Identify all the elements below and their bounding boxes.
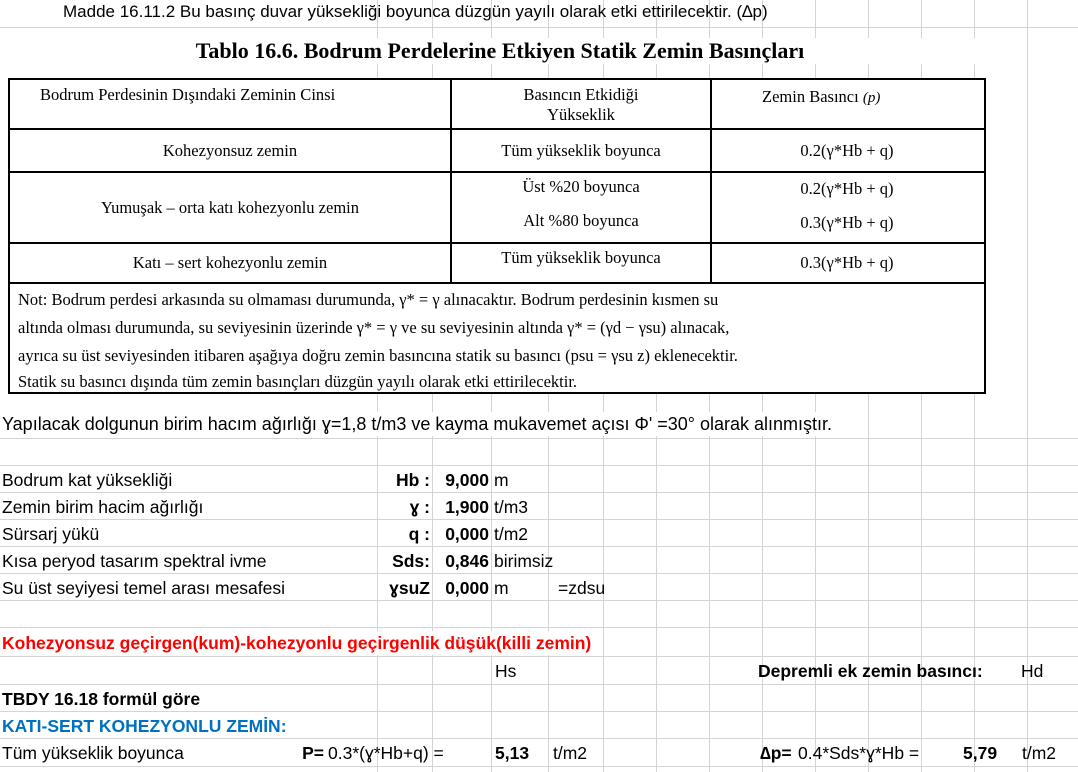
p-formula[interactable]: 0.3*(ɣ*Hb+q) = [328,743,444,763]
table-note-line: Not: Bodrum perdesi arkasında su olmaması durumunda, γ* = γ alınacaktır. Bodrum perdesinin kısmen su [18,290,719,309]
header-pressure [762,86,880,109]
tbdy-label[interactable]: TBDY 16.18 formül göre [2,689,201,709]
last-row-label[interactable]: Tüm yükseklik boyunca [2,743,184,763]
param-value[interactable]: 9,000 [445,470,489,490]
param-symbol[interactable]: Sds: [392,551,430,571]
param-unit[interactable]: t/m2 [494,524,529,544]
hs-label[interactable]: Hs [495,661,517,681]
header-height-2: Yükseklik [547,105,615,124]
param-unit[interactable]: m [494,578,509,598]
param-symbol[interactable]: ɣsuZ [389,578,430,598]
kati-sert-label[interactable]: KATI-SERT KOHEZYONLU ZEMİN: [2,716,287,736]
section-red-heading[interactable]: Kohezyonsuz geçirgen(kum)-kohezyonlu geçirgenlik düşük(killi zemin) [2,631,595,655]
param-label[interactable]: Zemin birim hacim ağırlığı [2,497,204,517]
row3-pressure: 0.3(γ*Hb + q) [800,253,894,272]
p-eq[interactable]: P= [302,743,324,763]
row1-height: Tüm yükseklik boyunca [501,141,661,160]
param-symbol[interactable]: Hb : [395,470,430,490]
param-value[interactable]: 0,000 [445,524,489,544]
row2-height-1: Üst %20 boyunca [522,177,640,196]
depremli-label[interactable]: Depremli ek zemin basıncı: [758,661,983,681]
param-value[interactable]: 1,900 [445,497,489,517]
header-height-1: Basıncın Etkidiği [523,85,639,104]
param-value[interactable]: 0,846 [445,551,489,571]
param-label[interactable]: Su üst seyiyesi temel arası mesafesi [2,578,286,598]
table-note-line: Statik su basıncı dışında tüm zemin basınçları düzgün yayılı olarak etki ettirilecektir. [18,372,578,391]
intro-text[interactable]: Yapılacak dolgunun birim hacım ağırlığı ɣ=1,8 t/m3 ve kayma mukavemet açısı Φ' =30° olarak alınmıştır. [2,412,836,436]
row2-height-2: Alt %80 boyunca [523,211,639,230]
row3-soil: Katı – sert kohezyonlu zemin [132,253,328,272]
param-extra[interactable]: =zdsu [558,578,606,598]
param-label[interactable]: Kısa peryod tasarım spektral ivme [2,551,267,571]
row1-pressure: 0.2(γ*Hb + q) [800,141,894,160]
table-title: Tablo 16.6. Bodrum Perdelerine Etkiyen Statik Zemin Basınçları [0,38,1000,64]
row3-height: Tüm yükseklik boyunca [501,248,661,267]
dp-value[interactable]: 5,79 [963,743,998,763]
header-pressure-label: Zemin Basıncı [762,87,859,106]
header-soil: Bodrum Perdesinin Dışındaki Zeminin Cinsi [40,85,336,104]
soil-pressure-table [8,78,986,394]
hd-label[interactable]: Hd [1021,661,1044,681]
param-symbol[interactable]: ɣ : [409,497,430,517]
row2-pressure-2: 0.3(γ*Hb + q) [800,213,894,232]
row2-pressure-1: 0.2(γ*Hb + q) [800,179,894,198]
param-unit[interactable]: birimsiz [494,551,554,571]
param-label[interactable]: Bodrum kat yüksekliği [2,470,173,490]
table-note-line: altında olması durumunda, su seviyesinin üzerinde γ* = γ ve su seviyesinin altında γ* = (γd − γsu) alınacak, [18,318,730,337]
param-unit[interactable]: t/m3 [494,497,529,517]
dp-unit[interactable]: t/m2 [1022,743,1057,763]
dp-eq[interactable]: ∆p= [760,743,792,763]
param-value[interactable]: 0,000 [445,578,489,598]
header-pressure-symbol: (p) [862,90,881,106]
table-note-line: ayrıca su üst seviyesinden itibaren aşağıya doğru zemin basıncına statik su basıncı (psu = γsu z) eklenecektir. [18,346,738,365]
top-note[interactable]: Madde 16.11.2 Bu basınç duvar yüksekliği boyunca düzgün yayılı olarak etki ettirilecektir. (∆p) [63,2,768,21]
row2-soil: Yumuşak – orta katı kohezyonlu zemin [101,198,359,217]
p-value[interactable]: 5,13 [495,743,530,763]
param-unit[interactable]: m [494,470,509,490]
param-label[interactable]: Sürsarj yükü [2,524,100,544]
row1-soil: Kohezyonsuz zemin [162,141,298,160]
p-unit[interactable]: t/m2 [553,743,588,763]
param-symbol[interactable]: q : [408,524,430,544]
dp-formula[interactable]: 0.4*Sds*ɣ*Hb = [798,743,920,763]
